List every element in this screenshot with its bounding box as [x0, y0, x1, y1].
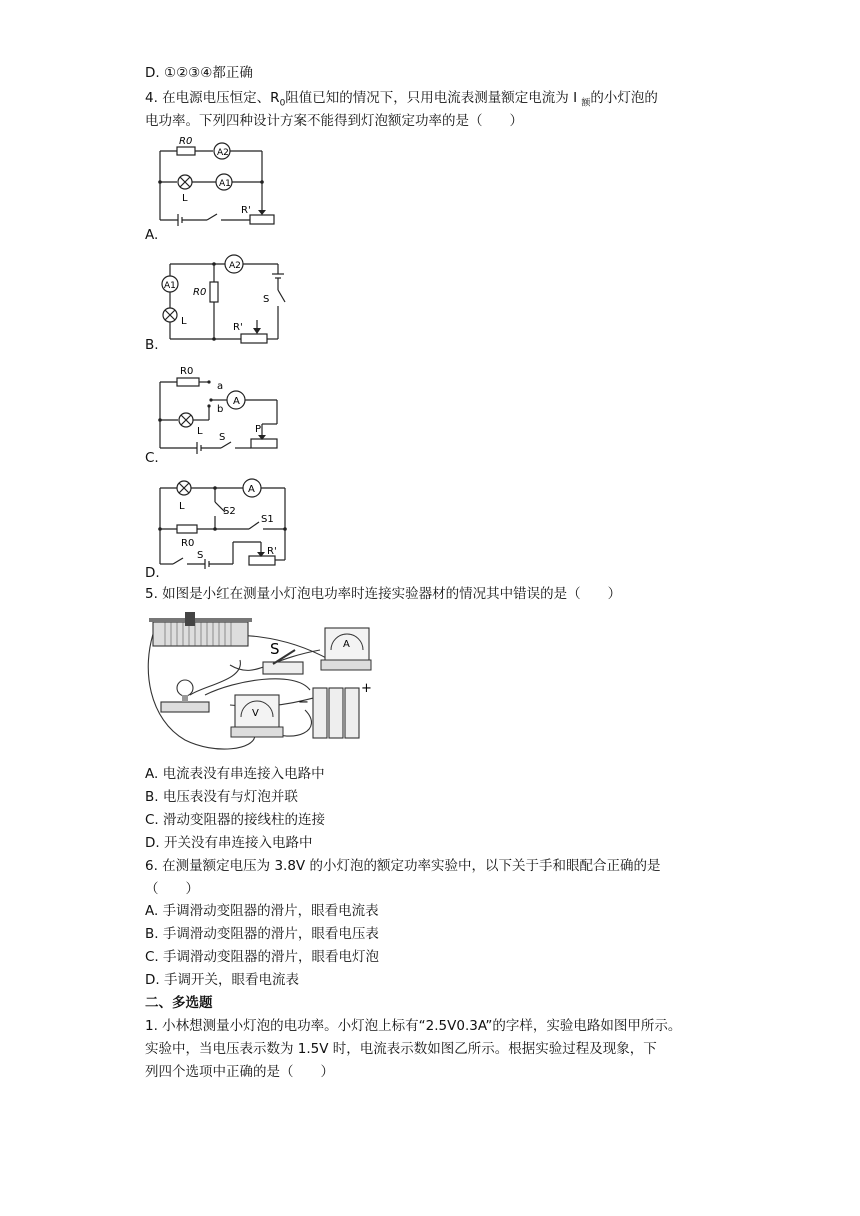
m1-stem-line3: 列四个选项中正确的是（ ）	[145, 1064, 334, 1080]
lamp-label: L	[182, 193, 188, 204]
q4-stem-sub: 额	[581, 98, 591, 109]
s2-label: S2	[223, 506, 236, 517]
s1-label: S1	[261, 514, 274, 525]
q5-option-c: C. 滑动变阻器的接线柱的连接	[145, 812, 326, 828]
switch-letter: S	[270, 640, 280, 658]
q4-stem-line1	[145, 88, 658, 114]
circuit-a-diagram	[145, 138, 285, 243]
lamp-label: L	[197, 426, 203, 437]
switch-label: S	[263, 294, 270, 305]
ammeter-label: A	[233, 396, 240, 407]
a2-label: A2	[229, 261, 241, 271]
rheostat-label: R'	[233, 322, 243, 333]
r0-label: R0	[193, 287, 207, 298]
q4-stem-part: 4. 在电源电压恒定、R	[145, 90, 280, 106]
q4-option-a: A.	[145, 227, 159, 243]
ammeter-letter: A	[343, 639, 350, 650]
rheostat-label: R'	[241, 205, 251, 216]
m1-stem-line1: 1. 小林想测量小灯泡的电功率。小灯泡上标有“2.5V0.3A”的字样，实验电路如图甲所示。	[145, 1018, 682, 1034]
voltmeter-letter: V	[252, 708, 259, 719]
q5-option-b: B. 电压表没有与灯泡并联	[145, 789, 298, 805]
rheostat-body	[153, 622, 248, 646]
circuit-d-figure	[145, 474, 290, 574]
q5-option-a: A. 电流表没有串连接入电路中	[145, 766, 325, 782]
a1-label: A1	[164, 281, 176, 291]
lamp-base	[161, 702, 209, 712]
terminal-a-label: a	[217, 381, 224, 392]
q5-stem: 5. 如图是小红在测量小灯泡电功率时连接实验器材的情况其中错误的是（ ）	[145, 586, 622, 602]
a2-label: A2	[217, 148, 229, 158]
circuit-b-figure	[145, 248, 285, 353]
lamp-label: L	[181, 316, 187, 327]
q4-option-b: B.	[145, 337, 159, 353]
q6-option-b: B. 手调滑动变阻器的滑片，眼看电压表	[145, 926, 379, 942]
switch-label: S	[197, 550, 204, 561]
m1-stem-line2: 实验中，当电压表示数为 1.5V 时，电流表示数如图乙所示。根据实验过程及现象，下	[145, 1041, 657, 1057]
battery-minus-sign: −	[298, 695, 309, 710]
q6-stem-line1: 6. 在测量额定电压为 3.8V 的小灯泡的额定功率实验中，以下关于手和眼配合正确的是	[145, 858, 661, 874]
q4-stem-part: 阻值已知的情况下，只用电流表测量额定电流为 I	[285, 90, 582, 106]
rheostat-label: R'	[267, 546, 277, 557]
q6-stem-line2: （ ）	[145, 881, 199, 897]
apparatus-illustration	[145, 610, 380, 760]
q5-option-d: D. 开关没有串连接入电路中	[145, 835, 313, 851]
a1-label: A1	[219, 179, 231, 189]
slider-label: P	[255, 424, 262, 435]
circuit-a-figure	[145, 138, 285, 243]
q3-option-d: D. ①②③④都正确	[145, 65, 253, 81]
r0-label: R0	[180, 366, 194, 377]
q5-apparatus-photo	[145, 610, 380, 760]
q4-stem-line2: 电功率。下列四种设计方案不能得到灯泡额定功率的是（ ）	[145, 113, 523, 129]
ammeter-label: A	[248, 484, 255, 495]
terminal-b-label: b	[217, 404, 224, 415]
r0-label: R0	[179, 136, 193, 147]
circuit-b-diagram	[145, 248, 285, 353]
r0-label: R0	[181, 538, 195, 549]
q4-option-d: D.	[145, 565, 160, 581]
circuit-c-diagram	[145, 360, 285, 460]
q4-stem-sub: 0	[279, 98, 286, 109]
switch-base	[263, 662, 303, 674]
circuit-d-diagram	[145, 474, 290, 574]
q6-option-c: C. 手调滑动变阻器的滑片，眼看电灯泡	[145, 949, 380, 965]
q6-option-a: A. 手调滑动变阻器的滑片，眼看电流表	[145, 903, 379, 919]
battery-plus-sign: +	[361, 681, 372, 696]
switch-label: S	[219, 432, 226, 443]
lamp-label: L	[179, 501, 185, 512]
q4-stem-part: 的小灯泡的	[590, 90, 658, 106]
circuit-c-figure	[145, 360, 285, 460]
section-heading-multi-choice: 二、多选题	[145, 995, 213, 1011]
q6-option-d: D. 手调开关，眼看电流表	[145, 972, 299, 988]
q4-option-c: C.	[145, 450, 159, 466]
